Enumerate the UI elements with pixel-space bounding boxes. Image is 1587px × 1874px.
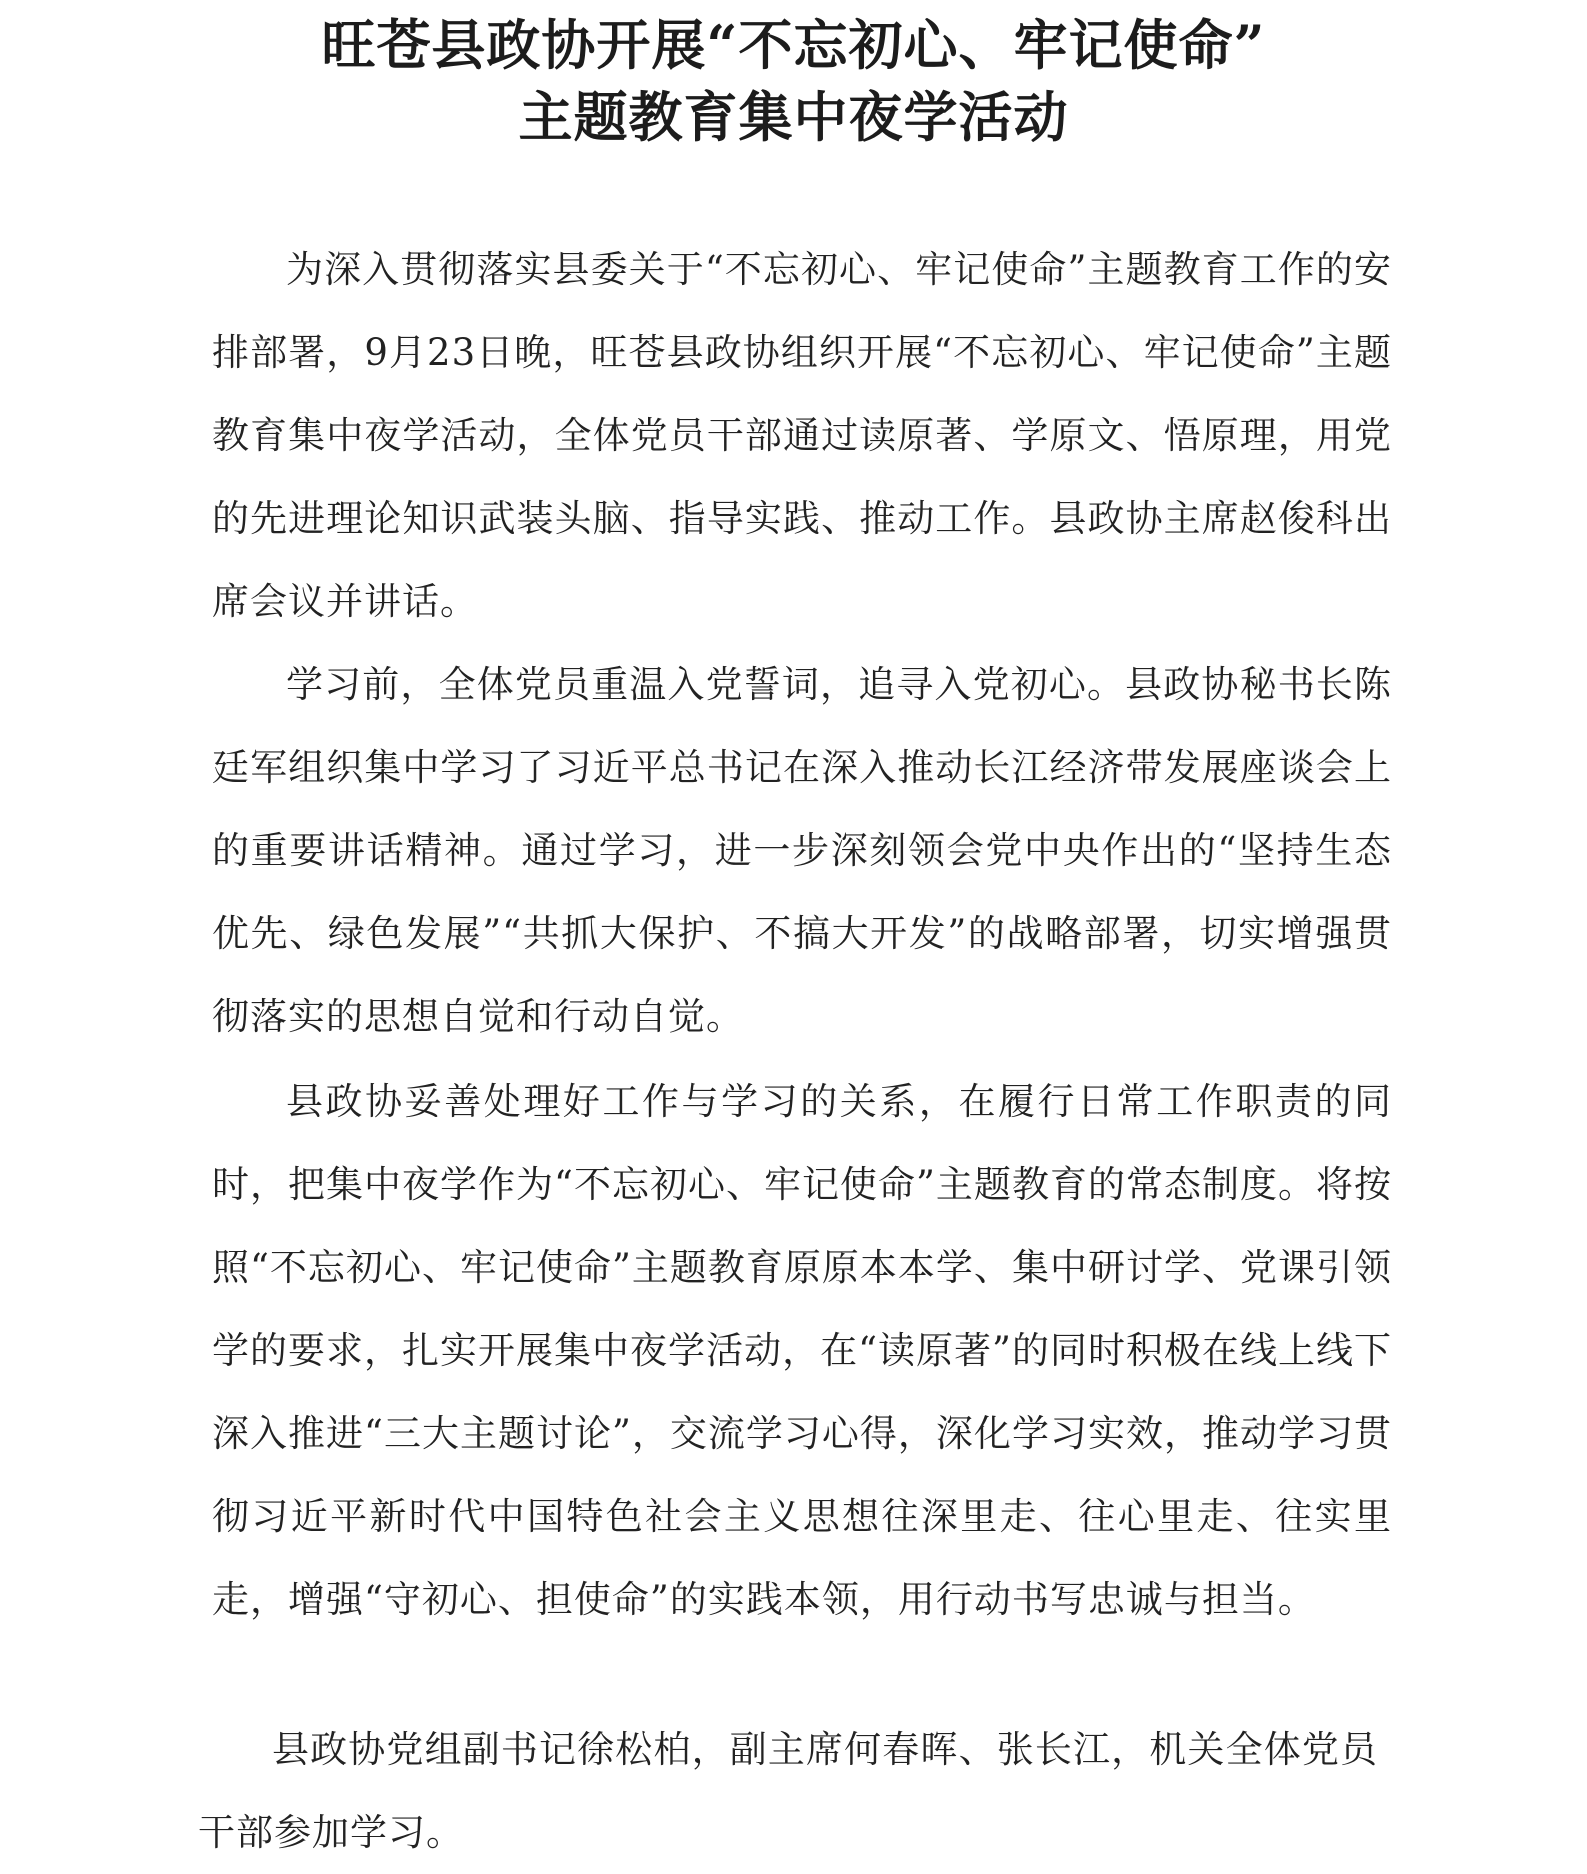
paragraph-4: 县政协党组副书记徐松柏，副主席何春晖、张长江，机关全体党员干部参加学习。 [198,1728,1378,1854]
document-title-line-2: 主题教育集中夜学活动 [518,85,1069,149]
paragraph-3: 县政协妥善处理好工作与学习的关系，在履行日常工作职责的同时，把集中夜学作为“不忘初心、牢记使命”主题教育的常态制度。将按照“不忘初心、牢记使命”主题教育原原本本学、集中研讨学、党课引领学的要求，扎实开展集中夜学活动，在“读原著”的同时积极在线上线下深入推进“三大主题讨论”，交流学习心得，深化学习实效，推动学习贯彻习近平新时代中国特色社会主义思想往深里走、往心里走、往实里走，增强“守初心、担使命”的实践本领，用行动书写忠诚与担当。 [212,1080,1392,1621]
paragraph-2: 学习前，全体党员重温入党誓词，追寻入党初心。县政协秘书长陈廷军组织集中学习了习近平总书记在深入推动长江经济带发展座谈会上的重要讲话精神。通过学习，进一步深刻领会党中央作出的“坚持生态优先、绿色发展”“共抓大保护、不搞大开发”的战略部署，切实增强贯彻落实的思想自觉和行动自觉。 [212,663,1392,1038]
document-title-line-1: 旺苍县政协开展“不忘初心、牢记使命” [321,13,1266,77]
paragraph-1: 为深入贯彻落实县委关于“不忘初心、牢记使命”主题教育工作的安排部署，9月23日晚，旺苍县政协组织开展“不忘初心、牢记使命”主题教育集中夜学活动，全体党员干部通过读原著、学原文、悟原理，用党的先进理论知识武装头脑、指导实践、推动工作。县政协主席赵俊科出席会议并讲话。 [212,248,1392,623]
